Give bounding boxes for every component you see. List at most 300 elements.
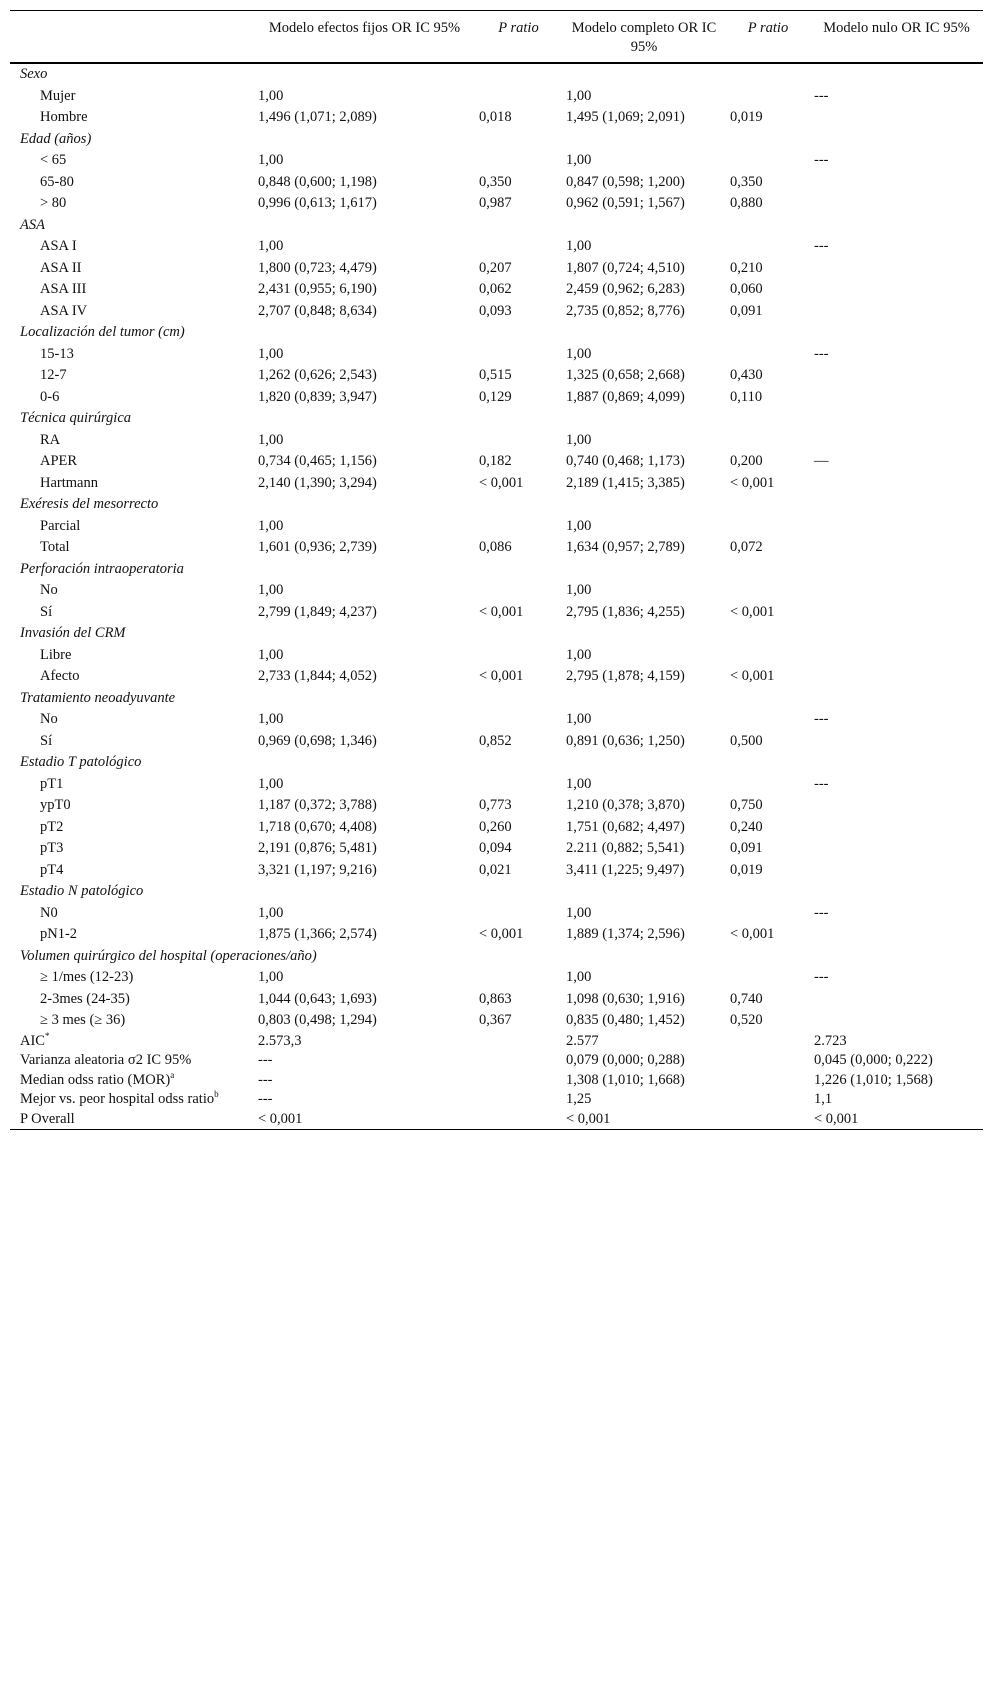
- fixed-p-cell: 0,094: [479, 840, 512, 856]
- row-label: N0: [40, 904, 58, 921]
- full-p-cell: 0,072: [730, 539, 763, 555]
- row-label: Hombre: [40, 109, 88, 125]
- table-row: [10, 967, 983, 989]
- fixed-or-cell: 1,601 (0,936; 2,739): [258, 539, 377, 555]
- results-table: [10, 10, 983, 1130]
- summary-row: [10, 1032, 983, 1052]
- fixed-or-cell: 1,044 (0,643; 1,693): [258, 990, 377, 1007]
- fixed-p-cell: 0,129: [479, 388, 512, 405]
- fixed-or-cell: 1,00: [258, 345, 284, 362]
- full-or-cell: 0,079 (0,000; 0,288): [566, 1052, 685, 1068]
- table-row: [10, 989, 983, 1011]
- fixed-p-cell: [475, 903, 562, 925]
- group-header-row: [10, 129, 983, 151]
- table-row: [10, 838, 983, 860]
- null-or-cell: 1,226 (1,010; 1,568): [814, 1071, 933, 1088]
- null-or-cell: ---: [814, 904, 829, 921]
- fixed-or-cell: 1,00: [258, 431, 284, 448]
- table-row: [10, 817, 983, 839]
- full-or-cell: 2,795 (1,836; 4,255): [566, 603, 685, 620]
- full-p-cell: 0,740: [730, 990, 763, 1007]
- row-label: ypT0: [40, 797, 71, 813]
- table-row: [10, 709, 983, 731]
- group-header-row: [10, 322, 983, 344]
- full-p-cell: < 0,001: [730, 603, 775, 620]
- group-header-row: [10, 494, 983, 516]
- group-header-row: [10, 946, 983, 968]
- table-row: [10, 344, 983, 366]
- full-or-cell: 1,00: [566, 969, 592, 985]
- fixed-p-cell: 0,182: [479, 453, 512, 469]
- full-or-cell: 1,25: [566, 1091, 592, 1107]
- row-label: 12-7: [40, 367, 67, 383]
- full-or-cell: 1,00: [566, 238, 592, 254]
- row-label: Sí: [40, 603, 53, 620]
- fixed-or-cell: 1,187 (0,372; 3,788): [258, 797, 377, 813]
- fixed-p-cell: [475, 709, 562, 731]
- summary-row: [10, 1071, 983, 1091]
- table-row: [10, 516, 983, 538]
- group-header-row: [10, 623, 983, 645]
- fixed-p-cell: [475, 430, 562, 452]
- full-or-cell: 2,795 (1,878; 4,159): [566, 668, 685, 684]
- fixed-or-cell: 0,803 (0,498; 1,294): [258, 1012, 377, 1028]
- fixed-or-cell: 2.573,3: [258, 1032, 302, 1049]
- results-table-container: [10, 10, 983, 1130]
- summary-label-cell: [10, 1051, 254, 1071]
- table-header: [10, 11, 983, 64]
- row-label: pT4: [40, 861, 64, 878]
- full-p-cell: 0,091: [730, 302, 763, 319]
- summary-label: Mejor vs. peor hospital odss ratio: [20, 1091, 215, 1107]
- header-p-ratio-fixed: P ratio: [498, 20, 539, 36]
- fixed-or-cell: 1,718 (0,670; 4,408): [258, 818, 377, 835]
- fixed-p-cell: 0,863: [479, 990, 512, 1007]
- full-p-cell: [726, 1032, 810, 1052]
- table-row: [10, 172, 983, 194]
- row-label: ASA III: [40, 281, 87, 297]
- table-row: [10, 731, 983, 753]
- group-header-row: [10, 63, 983, 86]
- table-row: [10, 107, 983, 129]
- fixed-p-cell: [475, 1051, 562, 1071]
- table-row: [10, 580, 983, 602]
- row-label: Mujer: [40, 87, 76, 104]
- fixed-or-cell: 1,00: [258, 775, 284, 792]
- table-row: [10, 430, 983, 452]
- row-label: Parcial: [40, 517, 81, 534]
- full-p-cell: 0,880: [730, 195, 763, 211]
- row-label: 0-6: [40, 388, 60, 405]
- fixed-or-cell: 0,734 (0,465; 1,156): [258, 453, 377, 469]
- fixed-p-cell: [475, 516, 562, 538]
- fixed-p-cell: < 0,001: [479, 668, 524, 684]
- null-or-cell: [810, 731, 983, 753]
- group-header-row: [10, 752, 983, 774]
- table-row: [10, 279, 983, 301]
- full-p-cell: 0,091: [730, 840, 763, 856]
- full-or-cell: 2,735 (0,852; 8,776): [566, 302, 685, 319]
- group-label: Exéresis del mesorrecto: [20, 496, 159, 512]
- full-p-cell: [726, 344, 810, 366]
- full-or-cell: 0,891 (0,636; 1,250): [566, 732, 685, 749]
- table-row: [10, 473, 983, 495]
- table-row: [10, 86, 983, 108]
- full-or-cell: 2,189 (1,415; 3,385): [566, 474, 685, 491]
- full-p-cell: < 0,001: [730, 474, 775, 491]
- full-or-cell: < 0,001: [566, 1110, 611, 1127]
- row-label: ASA II: [40, 259, 82, 276]
- full-or-cell: 3,411 (1,225; 9,497): [566, 861, 685, 878]
- fixed-p-cell: 0,021: [479, 861, 512, 878]
- null-or-cell: ---: [814, 969, 829, 985]
- fixed-p-cell: [475, 1032, 562, 1052]
- row-label: pT3: [40, 840, 64, 856]
- null-or-cell: ---: [814, 711, 829, 727]
- row-label: ≥ 3 mes (≥ 36): [40, 1012, 126, 1028]
- summary-row: [10, 1051, 983, 1071]
- fixed-or-cell: 1,00: [258, 969, 284, 985]
- fixed-p-cell: [475, 1071, 562, 1091]
- fixed-or-cell: 1,875 (1,366; 2,574): [258, 926, 377, 942]
- null-or-cell: ---: [814, 152, 829, 168]
- null-or-cell: [810, 365, 983, 387]
- full-p-cell: 0,350: [730, 173, 763, 190]
- summary-label-cell: [10, 1032, 254, 1052]
- fixed-p-cell: < 0,001: [479, 603, 524, 620]
- table-row: [10, 860, 983, 882]
- null-or-cell: [810, 193, 983, 215]
- fixed-p-cell: 0,018: [479, 109, 512, 125]
- fixed-or-cell: 1,800 (0,723; 4,479): [258, 259, 377, 276]
- row-label: pN1-2: [40, 926, 78, 942]
- full-p-cell: [726, 1090, 810, 1110]
- summary-label: Median odss ratio (MOR): [20, 1071, 171, 1088]
- null-or-cell: [810, 924, 983, 946]
- full-p-cell: [726, 967, 810, 989]
- full-or-cell: 2,459 (0,962; 6,283): [566, 281, 685, 297]
- group-label: Sexo: [20, 66, 48, 82]
- row-label: 65-80: [40, 173, 74, 190]
- full-p-cell: [726, 150, 810, 172]
- null-or-cell: ---: [814, 775, 829, 792]
- null-or-cell: [810, 602, 983, 624]
- full-p-cell: [726, 1110, 810, 1130]
- full-p-cell: [726, 1051, 810, 1071]
- null-or-cell: ---: [814, 238, 829, 254]
- full-or-cell: 1,098 (0,630; 1,916): [566, 990, 685, 1007]
- full-or-cell: 1,308 (1,010; 1,668): [566, 1071, 685, 1088]
- full-or-cell: 1,325 (0,658; 2,668): [566, 367, 685, 383]
- summary-label-cell: [10, 1110, 254, 1130]
- fixed-or-cell: ---: [258, 1052, 273, 1068]
- fixed-or-cell: 1,00: [258, 517, 284, 534]
- null-or-cell: 0,045 (0,000; 0,222): [814, 1052, 933, 1068]
- fixed-or-cell: 1,00: [258, 87, 284, 104]
- fixed-p-cell: 0,987: [479, 195, 512, 211]
- full-or-cell: 0,835 (0,480; 1,452): [566, 1012, 685, 1028]
- full-p-cell: 0,750: [730, 797, 763, 813]
- full-p-cell: [726, 86, 810, 108]
- full-or-cell: 1,210 (0,378; 3,870): [566, 797, 685, 813]
- fixed-or-cell: < 0,001: [258, 1110, 303, 1127]
- full-or-cell: 1,00: [566, 345, 592, 362]
- group-header-row: [10, 559, 983, 581]
- row-label: RA: [40, 431, 61, 448]
- row-label: ≥ 1/mes (12-23): [40, 969, 134, 985]
- fixed-or-cell: 0,969 (0,698; 1,346): [258, 732, 377, 749]
- fixed-p-cell: [475, 645, 562, 667]
- null-or-cell: —: [814, 453, 829, 469]
- table-row: [10, 451, 983, 473]
- table-row: [10, 365, 983, 387]
- null-or-cell: [810, 258, 983, 280]
- footnote-marker: a: [170, 1069, 175, 1080]
- full-or-cell: 0,740 (0,468; 1,173): [566, 453, 685, 469]
- header-variable: [10, 11, 254, 64]
- fixed-or-cell: 1,00: [258, 646, 284, 663]
- group-label: Tratamiento neoadyuvante: [20, 689, 176, 706]
- null-or-cell: [810, 107, 983, 129]
- fixed-p-cell: < 0,001: [479, 474, 524, 491]
- fixed-p-cell: [475, 774, 562, 796]
- full-or-cell: 1,00: [566, 711, 592, 727]
- full-or-cell: 1,00: [566, 904, 592, 921]
- fixed-or-cell: 2,431 (0,955; 6,190): [258, 281, 377, 297]
- header-full-model: Modelo completo OR IC 95%: [571, 20, 717, 55]
- fixed-p-cell: 0,093: [479, 302, 512, 319]
- null-or-cell: 1,1: [814, 1091, 833, 1107]
- summary-label-cell: [10, 1071, 254, 1091]
- null-or-cell: [810, 666, 983, 688]
- full-p-cell: 0,240: [730, 818, 763, 835]
- row-label: APER: [40, 453, 78, 469]
- full-or-cell: 1,634 (0,957; 2,789): [566, 539, 685, 555]
- table-row: [10, 236, 983, 258]
- fixed-p-cell: [475, 1090, 562, 1110]
- summary-row: [10, 1110, 983, 1130]
- footnote-marker: *: [44, 1030, 50, 1041]
- full-or-cell: 1,495 (1,069; 2,091): [566, 109, 685, 125]
- null-or-cell: [810, 387, 983, 409]
- fixed-p-cell: [475, 580, 562, 602]
- null-or-cell: ---: [814, 345, 829, 362]
- full-or-cell: 1,00: [566, 646, 592, 663]
- fixed-or-cell: 2,733 (1,844; 4,052): [258, 668, 377, 684]
- footnote-marker: b: [214, 1089, 219, 1100]
- full-or-cell: 1,00: [566, 87, 592, 104]
- full-or-cell: 1,00: [566, 582, 592, 598]
- fixed-p-cell: [475, 1110, 562, 1130]
- table-row: [10, 602, 983, 624]
- row-label: Sí: [40, 732, 53, 749]
- fixed-or-cell: 2,140 (1,390; 3,294): [258, 474, 377, 491]
- header-null-model: Modelo nulo OR IC 95%: [823, 20, 970, 36]
- null-or-cell: [810, 279, 983, 301]
- full-p-cell: [726, 1071, 810, 1091]
- fixed-p-cell: 0,515: [479, 367, 512, 383]
- fixed-or-cell: 2,707 (0,848; 8,634): [258, 302, 377, 319]
- full-p-cell: 0,110: [730, 388, 763, 405]
- fixed-p-cell: [475, 150, 562, 172]
- fixed-or-cell: 1,00: [258, 152, 284, 168]
- fixed-p-cell: 0,086: [479, 539, 512, 555]
- fixed-or-cell: 2,799 (1,849; 4,237): [258, 603, 377, 620]
- full-p-cell: [726, 236, 810, 258]
- table-row: [10, 193, 983, 215]
- fixed-or-cell: 1,00: [258, 238, 284, 254]
- full-or-cell: 1,751 (0,682; 4,497): [566, 818, 685, 835]
- group-header-row: [10, 881, 983, 903]
- null-or-cell: [810, 537, 983, 559]
- group-label: Estadio T patológico: [20, 754, 142, 770]
- group-label: ASA: [20, 216, 45, 233]
- full-p-cell: 0,500: [730, 732, 763, 749]
- header-fixed-effects: Modelo efectos fijos OR IC 95%: [268, 20, 461, 36]
- full-p-cell: 0,019: [730, 861, 763, 878]
- group-label: Edad (años): [20, 130, 92, 147]
- null-or-cell: < 0,001: [814, 1110, 859, 1127]
- row-label: No: [40, 711, 58, 727]
- fixed-or-cell: 1,820 (0,839; 3,947): [258, 388, 377, 405]
- table-row: [10, 150, 983, 172]
- fixed-or-cell: 0,848 (0,600; 1,198): [258, 173, 377, 190]
- full-p-cell: [726, 645, 810, 667]
- fixed-or-cell: ---: [258, 1091, 273, 1107]
- table-row: [10, 537, 983, 559]
- full-or-cell: 1,00: [566, 152, 592, 168]
- full-p-cell: 0,520: [730, 1012, 763, 1028]
- group-label: Perforación intraoperatoria: [20, 560, 184, 577]
- row-label: ASA IV: [40, 302, 88, 319]
- row-label: Afecto: [40, 668, 80, 684]
- full-p-cell: < 0,001: [730, 926, 775, 942]
- null-or-cell: [810, 473, 983, 495]
- group-label: Invasión del CRM: [20, 625, 126, 641]
- group-label: Técnica quirúrgica: [20, 410, 132, 426]
- fixed-p-cell: 0,773: [479, 797, 512, 813]
- group-header-row: [10, 408, 983, 430]
- fixed-or-cell: 1,496 (1,071; 2,089): [258, 109, 377, 125]
- table-row: [10, 903, 983, 925]
- table-row: [10, 387, 983, 409]
- row-label: 2-3mes (24-35): [40, 990, 130, 1007]
- null-or-cell: [810, 516, 983, 538]
- null-or-cell: [810, 817, 983, 839]
- row-label: < 65: [40, 152, 67, 168]
- table-body: [10, 63, 983, 1130]
- full-p-cell: [726, 580, 810, 602]
- full-p-cell: 0,060: [730, 281, 763, 297]
- table-row: [10, 924, 983, 946]
- full-or-cell: 1,887 (0,869; 4,099): [566, 388, 685, 405]
- null-or-cell: [810, 172, 983, 194]
- row-label: pT1: [40, 775, 64, 792]
- row-label: > 80: [40, 195, 67, 211]
- table-row: [10, 774, 983, 796]
- fixed-or-cell: 1,00: [258, 711, 284, 727]
- full-p-cell: < 0,001: [730, 668, 775, 684]
- table-row: [10, 645, 983, 667]
- fixed-p-cell: 0,350: [479, 173, 512, 190]
- full-p-cell: 0,019: [730, 109, 763, 125]
- null-or-cell: [810, 838, 983, 860]
- table-row: [10, 666, 983, 688]
- null-or-cell: [810, 795, 983, 817]
- full-or-cell: 1,00: [566, 517, 592, 534]
- summary-row: [10, 1090, 983, 1110]
- null-or-cell: ---: [814, 87, 829, 104]
- fixed-p-cell: < 0,001: [479, 926, 524, 942]
- row-label: No: [40, 582, 58, 598]
- summary-label-cell: [10, 1090, 254, 1110]
- fixed-or-cell: 2,191 (0,876; 5,481): [258, 840, 377, 856]
- full-or-cell: 2.211 (0,882; 5,541): [566, 840, 685, 856]
- full-p-cell: [726, 774, 810, 796]
- summary-label: Varianza aleatoria σ2 IC 95%: [20, 1052, 192, 1068]
- table-row: [10, 301, 983, 323]
- null-or-cell: [810, 1010, 983, 1032]
- table-row: [10, 795, 983, 817]
- row-label: 15-13: [40, 345, 74, 362]
- full-p-cell: [726, 516, 810, 538]
- group-label: Volumen quirúrgico del hospital (operaciones/año): [20, 947, 317, 964]
- fixed-p-cell: [475, 86, 562, 108]
- fixed-or-cell: 0,996 (0,613; 1,617): [258, 195, 377, 211]
- null-or-cell: [810, 580, 983, 602]
- fixed-p-cell: [475, 344, 562, 366]
- fixed-or-cell: 1,00: [258, 582, 284, 598]
- null-or-cell: [810, 430, 983, 452]
- group-label: Localización del tumor (cm): [20, 324, 185, 340]
- table-row: [10, 1010, 983, 1032]
- group-header-row: [10, 215, 983, 237]
- full-or-cell: 2.577: [566, 1032, 599, 1049]
- full-or-cell: 1,00: [566, 775, 592, 792]
- full-p-cell: 0,210: [730, 259, 763, 276]
- null-or-cell: [810, 989, 983, 1011]
- row-label: Hartmann: [40, 474, 98, 491]
- row-label: ASA I: [40, 238, 77, 254]
- row-label: pT2: [40, 818, 64, 835]
- full-p-cell: [726, 903, 810, 925]
- fixed-or-cell: 1,262 (0,626; 2,543): [258, 367, 377, 383]
- summary-label: AIC: [20, 1032, 45, 1049]
- full-or-cell: 0,962 (0,591; 1,567): [566, 195, 685, 211]
- null-or-cell: 2.723: [814, 1032, 847, 1049]
- header-p-ratio-full: P ratio: [747, 20, 789, 36]
- fixed-p-cell: 0,260: [479, 818, 512, 835]
- null-or-cell: [810, 301, 983, 323]
- table-row: [10, 258, 983, 280]
- fixed-p-cell: 0,062: [479, 281, 512, 297]
- null-or-cell: [810, 645, 983, 667]
- fixed-p-cell: 0,367: [479, 1012, 512, 1028]
- full-p-cell: 0,200: [730, 453, 763, 469]
- fixed-or-cell: ---: [258, 1071, 273, 1088]
- full-p-cell: [726, 709, 810, 731]
- full-or-cell: 1,889 (1,374; 2,596): [566, 926, 685, 942]
- fixed-p-cell: 0,852: [479, 732, 512, 749]
- full-or-cell: 1,00: [566, 431, 592, 448]
- row-label: Total: [40, 539, 70, 555]
- null-or-cell: [810, 860, 983, 882]
- full-or-cell: 0,847 (0,598; 1,200): [566, 173, 685, 190]
- row-label: Libre: [40, 646, 72, 663]
- fixed-p-cell: 0,207: [479, 259, 512, 276]
- fixed-or-cell: 1,00: [258, 904, 284, 921]
- summary-label: P Overall: [20, 1110, 75, 1127]
